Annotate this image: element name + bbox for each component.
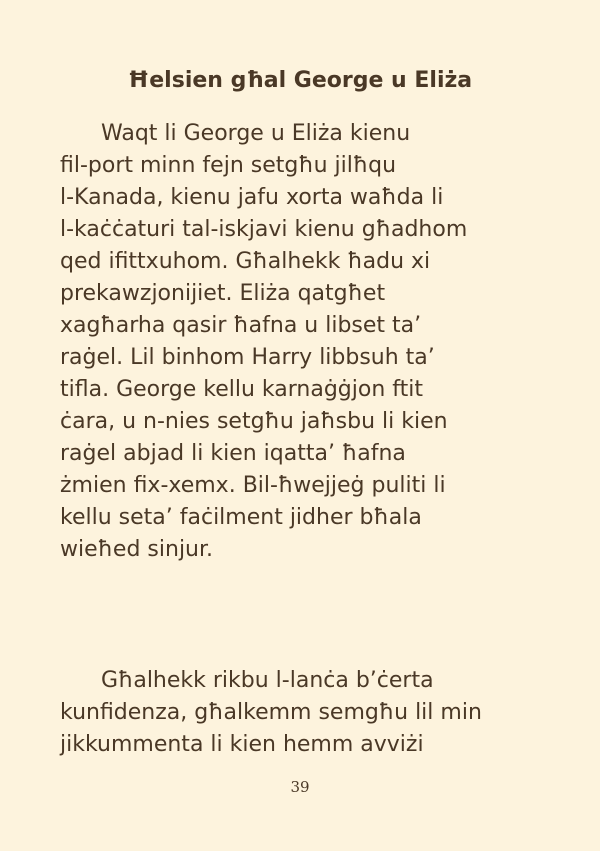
paragraph-2 — [60, 665, 560, 761]
text-line: kellu seta’ faċilment jidher bħala — [60, 505, 422, 530]
text-line: raġel. Lil binhom Harry libbsuh ta’ — [60, 345, 435, 370]
text-line: l-kaċċaturi tal-iskjavi kienu għadhom — [60, 217, 468, 242]
text-line: żmien fix-xemx. Bil-ħwejjeġ puliti li — [60, 473, 446, 498]
text-line: raġel abjad li kien iqatta’ ħafna — [60, 441, 406, 466]
text-line: qed ifittxuhom. Għalhekk ħadu xi — [60, 249, 431, 274]
paragraph-1 — [60, 118, 560, 566]
text-line: prekawzjonijiet. Eliża qatgħet — [60, 281, 386, 306]
text-line: l-Kanada, kienu jafu xorta waħda li — [60, 185, 444, 210]
text-line: jikkummenta li kien hemm avviżi — [60, 732, 424, 757]
text-line: tifla. George kellu karnaġġjon ftit — [60, 377, 423, 402]
text-line: Waqt li George u Eliża kienu — [101, 121, 411, 146]
text-line: kunfidenza, għalkemm semgħu lil min — [60, 700, 482, 725]
chapter-title: Ħelsien għal George u Eliża — [127, 68, 473, 93]
text-line: wieħed sinjur. — [60, 537, 214, 562]
text-line: Għalhekk rikbu l-lanċa b’ċerta — [101, 668, 434, 693]
text-line: ċara, u n-nies setgħu jaħsbu li kien — [60, 409, 448, 434]
text-line: fil-port minn fejn setgħu jilħqu — [60, 153, 397, 178]
text-line: xagħarha qasir ħafna u libset ta’ — [60, 313, 422, 338]
page-number: 39 — [290, 778, 310, 796]
